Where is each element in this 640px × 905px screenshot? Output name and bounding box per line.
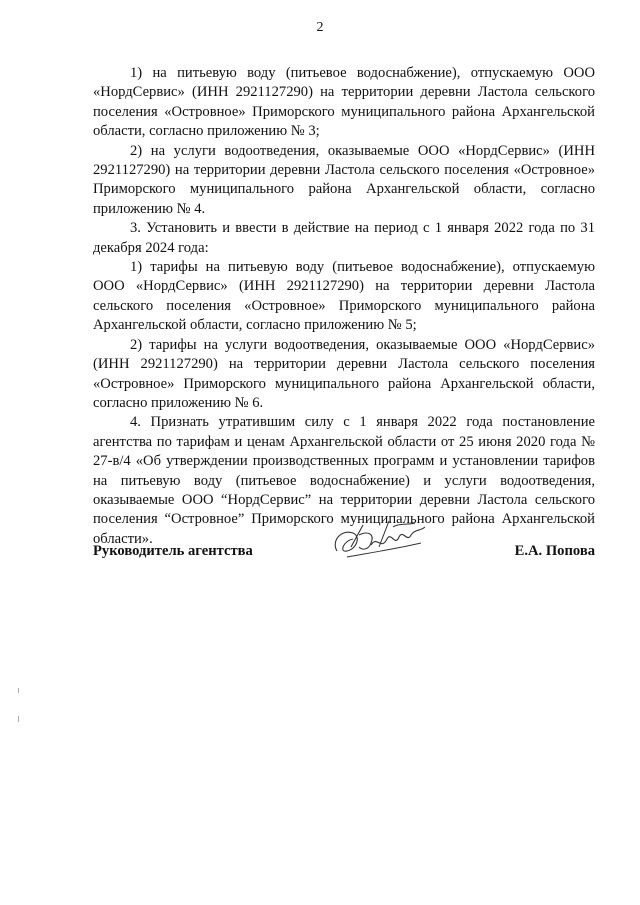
paragraph-item-1-water: 1) на питьевую воду (питьевое водоснабжение), отпускаемую ООО «НордСервис» (ИНН 2921127290) на территории деревни Ластола сельского поселения «Островное» Приморского муниципального района Архангельской области, согласно приложению № 3;	[93, 65, 595, 140]
document-body	[93, 64, 595, 549]
scan-edge-mark	[18, 716, 19, 722]
page-number: 2	[316, 20, 324, 35]
paragraph-tariff-water: 1) тарифы на питьевую воду (питьевое водоснабжение), отпускаемую ООО «НордСервис» (ИНН 2921127290) на территории деревни Ластола сельского поселения «Островное» Приморского муниципального района Архангельской области, согласно приложению № 5;	[93, 259, 595, 334]
paragraph-section-3: 3. Установить и ввести в действие на период с 1 января 2022 года по 31 декабря 2024 года:	[93, 220, 595, 256]
paragraph-section-4: 4. Признать утратившим силу с 1 января 2022 года постановление агентства по тарифам и ценам Архангельской области от 25 июня 2020 года № 27-в/4 «Об утверждении производственных программ и установлении тарифов на питьевую воду (питьевое водоснабжение) и услуги водоотведения, оказываемые ООО “НордСервис” на территории деревни Ластола сельского поселения “Островное” Приморского муниципального района Архангельской области».	[93, 414, 595, 547]
handwritten-signature	[329, 517, 429, 573]
signer-position: Руководитель агентства	[93, 543, 253, 559]
signer-name: Е.А. Попова	[514, 543, 595, 559]
scan-edge-mark	[18, 688, 19, 693]
paragraph-item-2-sewerage: 2) на услуги водоотведения, оказываемые ООО «НордСервис» (ИНН 2921127290) на территории деревни Ластола сельского поселения «Островное» Приморского муниципального района Архангельской области, согласно приложению № 4.	[93, 142, 595, 217]
signature-block	[93, 543, 595, 579]
paragraph-tariff-sewerage: 2) тарифы на услуги водоотведения, оказываемые ООО «НордСервис» (ИНН 2921127290) на территории деревни Ластола сельского поселения «Островное» Приморского муниципального района Архангельской области, согласно приложению № 6.	[93, 336, 595, 411]
